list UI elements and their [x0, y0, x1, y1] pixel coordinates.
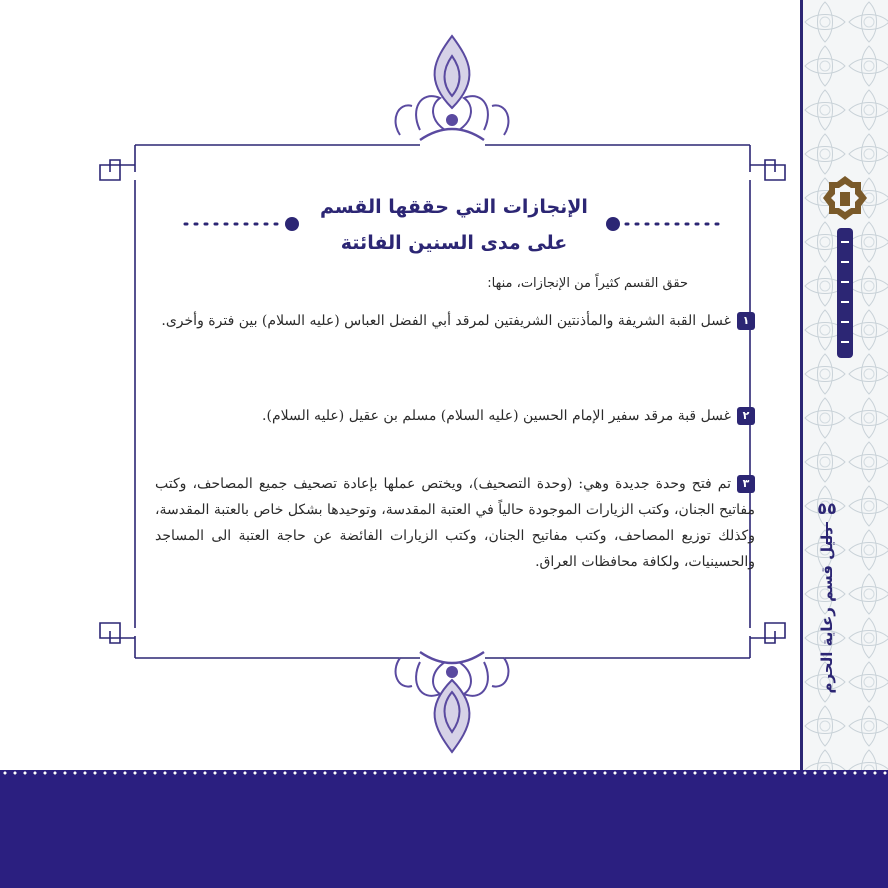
item-number-badge: ١	[737, 312, 755, 330]
dotted-edge	[0, 770, 888, 776]
item-number-badge: ٢	[737, 407, 755, 425]
side-title: دليل قسم رعاية الحرم	[818, 527, 836, 694]
list-item	[155, 403, 755, 429]
arabesque-ornament-icon	[396, 36, 509, 140]
heading-divider	[185, 217, 720, 231]
page-number: ٥٥	[817, 499, 837, 518]
section-subheading: على مدى السنين الفائتة	[340, 232, 568, 254]
arabesque-pattern-icon	[803, 0, 888, 770]
item-text: غسل قبة مرقد سفير الإمام الحسين (عليه السلام) مسلم بن عقيل (عليه السلام).	[262, 408, 731, 424]
side-decorative-strip	[800, 0, 888, 770]
shrine-emblem-icon	[811, 172, 879, 372]
section-heading: الإنجازات التي حققها القسم	[320, 196, 588, 218]
item-text: غسل القبة الشريفة والمأذنتين الشريفتين لمرقد أبي الفضل العباس (عليه السلام) بين فترة وأخرى.	[161, 313, 731, 329]
intro-text: حقق القسم كثيراً من الإنجازات، منها:	[487, 276, 688, 291]
list-item	[155, 471, 755, 575]
arabesque-ornament-icon	[396, 652, 509, 752]
item-number-badge: ٣	[737, 475, 755, 493]
bottom-band	[0, 770, 888, 888]
item-text: تم فتح وحدة جديدة وهي: (وحدة التصحيف)، ويختص عملها بإعادة تصحيف جميع المصاحف، وكتب مفاتيح الجنان، وكتب الزيارات الموجودة حالياً في العتبة المقدسة، وتوحيدها بشكل خاص بالعتبة المقدسة، وكذلك توزيع المصاحف، وكتب مفاتيح الجنان، وكتب الزيارات الفائضة عن حاجة العتبة الى المساجد والحسينيات، ولكافة محافظات العراق.	[155, 476, 755, 570]
list-item	[155, 308, 755, 334]
